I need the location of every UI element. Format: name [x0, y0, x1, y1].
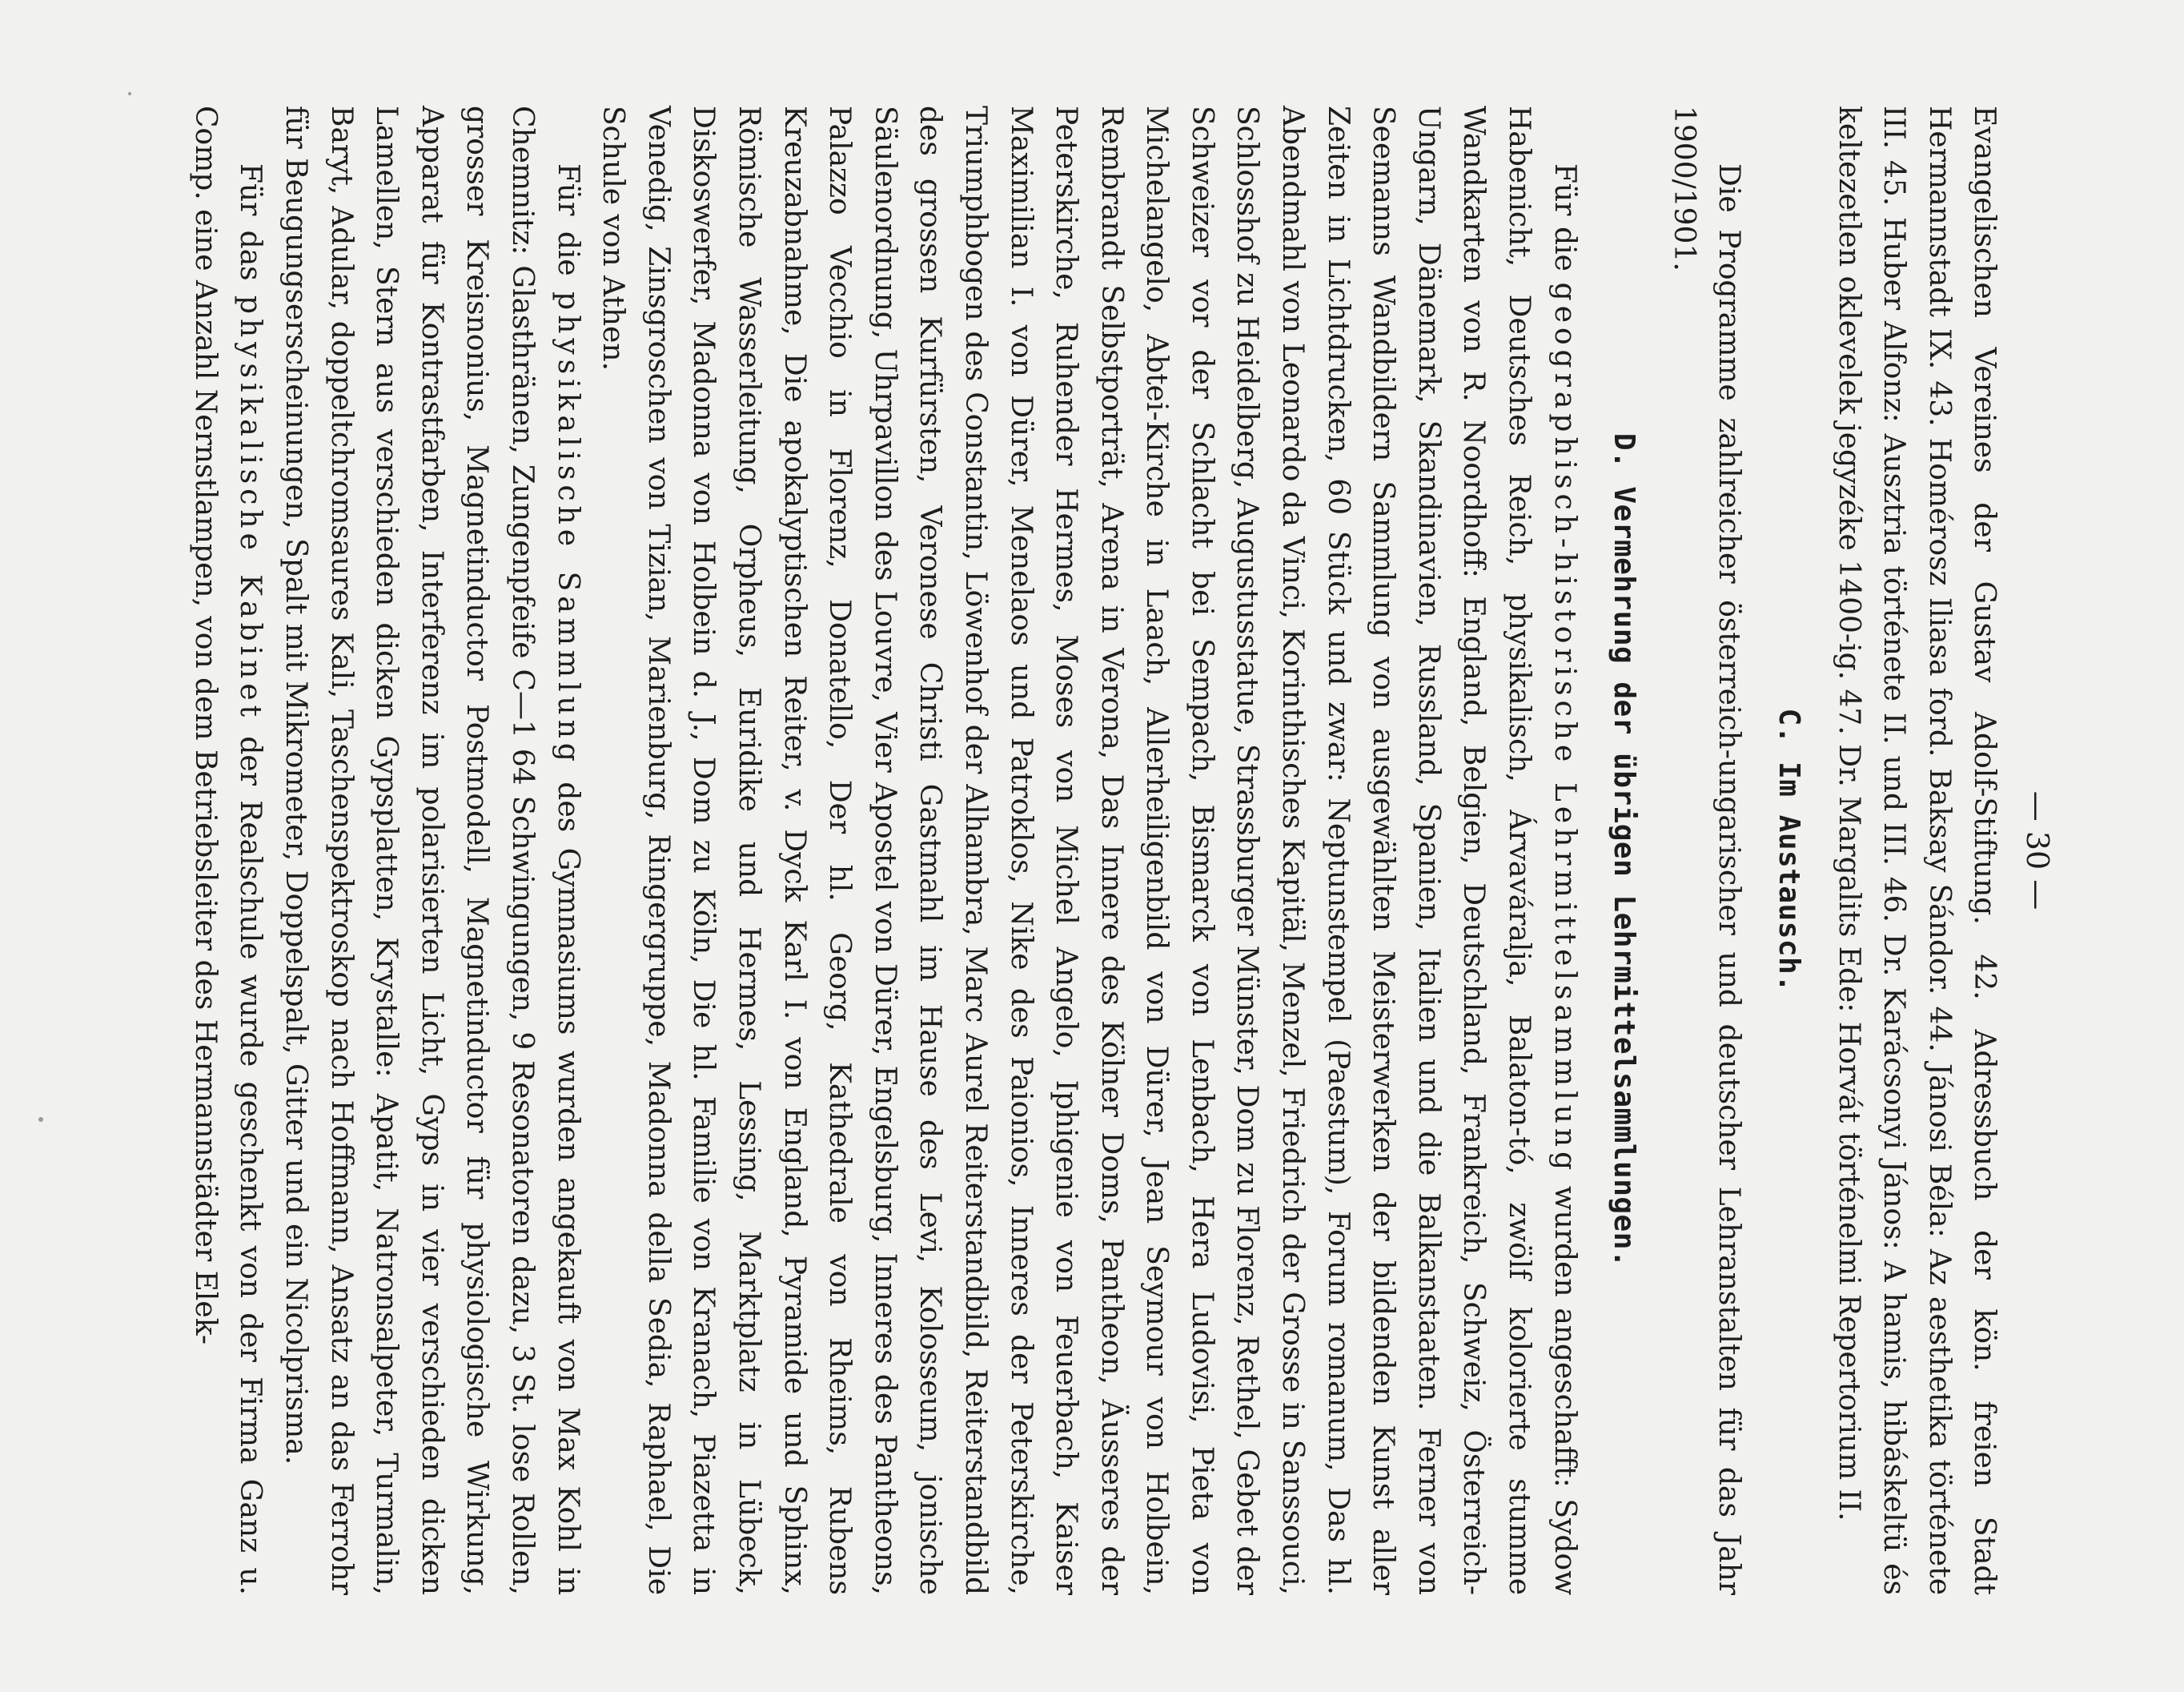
- paragraph-book-list: Evangelischen Vereines der Gustav Adolf-Stiftung. 42. Adressbuch der kön. freien Stadt Hermannstadt IX. 43. Homérosz Iliasa ford. Baksay Sándor. 44. Jánosi Béla: Az aesthetika története III. 45. Huber Alfonz: Ausztria története II. und III. 46. Dr. Karácsonyi János: A hamis, hibáskeltü és keltezetlen oklevelek jegyzéke 1400-ig. 47. Dr. Margalits Ede: Horvát történelmi Repertorium II.: [1832, 106, 2001, 1595]
- text-spaced-emphasis: geographisch-historische Lehrmittelsammlung: [1548, 282, 1581, 1176]
- text-block: [182, 106, 2060, 1595]
- text-body: des Gymnasiums wurden angekauft von Max Kohl in Chemnitz: Glasthränen, Zungenpfeife C—1 64 Schwingungen, 9 Resonatoren dazu, 3 St. lose Rollen, grosser Kreisnonius, Magnetinductor Postmodell, Magnetinductor für physiologische Wirkung, Apparat für Kontrastfarben, Interferenz im polarisierten Licht, Gyps in vier verschieden dicken Lamellen, Stern aus verschieden dicken Gypsplatten, Krystalle: Apatit, Natronsalpeter, Turmalin, Baryt, Adular, doppeltchromsaures Kali, Taschenspektroskop nach Hoffmann, Ansatz an das Ferrohr für Beugungserscheinungen, Spalt mit Mikrometer, Doppelspalt, Gitter und ein Nicolprisma.: [279, 106, 584, 1596]
- paragraph-physikalisches-kabinet: [182, 106, 272, 1595]
- text-body: wurden angeschafft: Sydow Habenicht, Deutsches Reich, physikalisch, Árvaváralja, Balaton-tó, zwölf kolorierte stumme Wandkarten von R. Noordhoff: England, Belgien, Deutschland, Frankreich, Schweiz, Österreich-Ungarn, Dänemark, Skandinavien, Russland, Spanien, Italien und die Balkanstaaten. Ferner von Seemanns Wandbildern Sammlung von ausgewählten Meisterwerken der bildenden Kunst aller Zeiten in Lichtdrucken, 60 Stück und zwar: Neptunstempel (Paestum), Forum romanum, Das hl. Abendmahl von Leonardo da Vinci, Korinthisches Kapitäl, Menzel, Friedrich der Grosse in Sanssouci, Schlosshof zu Heidelberg, Augustusstatue, Strassburger Münster, Dom zu Florenz, Rethel, Gebet der Schweizer vor der Schlacht bei Sempach, Bismarck von Lenbach, Hera Ludovisi, Pieta von Michelangelo, Abtei-Kirche in Laach, Allerheiligenbild von Dürer, Jean Seymour von Holbein, Rembrandt Selbstporträt, Arena in Verona, Das Innere des Kölner Doms, Pantheon, Äusseres der Peterskirche, Ruhender Hermes, Moses von Michel Angelo, Iphigenie von Feuerbach, Kaiser Maximilian I. von Dürer, Menelaos und Patroklos, Nike des Paionios, Inneres der Peterskirche, Triumphbogen des Constantin, Löwenhof der Alhambra, Marc Aurel Reiterstandbild, Reiterstandbild des grossen Kurfürsten, Veronese Christi Gastmahl im Hause des Levi, Kolosseum, jonische Säulenordnung, Uhrpavillon des Louvre, Vier Apostel von Dürer, Engelsburg, Inneres des Pantheons, Palazzo Vecchio in Florenz, Donatello, Der hl. Georg, Kathedrale von Rheims, Rubens Kreuzabnahme, Die apokalyptischen Reiter, v. Dyck Karl I. von England, Pyramide und Sphinx, Römische Wasserleitung, Orpheus, Euridike und Hermes, Lessing, Marktplatz in Lübeck, Diskoswerfer, Madonna von Holbein d. J., Dom zu Köln, Die hl. Familie von Kranach, Piazetta in Venedig, Zinsgroschen von Tizian, Marienburg, Ringergruppe, Madonna della Sedia, Raphael, Die Schule von Athen.: [596, 106, 1581, 1596]
- text-spaced-emphasis: physikalische Kabinet: [234, 295, 267, 722]
- heading-vermehrung: D. Vermehrung der übrigen Lehrmittelsammlungen.: [1608, 432, 1641, 1268]
- text-body: der Realschule wurde geschenkt von der Firma Ganz u. Comp. eine Anzahl Nernstlampen, von dem Betriebsleiter des Hermannstädter Elek-: [188, 106, 267, 1595]
- paragraph-physikalische-sammlung: [272, 106, 589, 1595]
- text-lead: Für die: [1548, 163, 1581, 283]
- page-number: — 30 —: [2020, 790, 2055, 910]
- paragraph-geographisch-historische: [590, 106, 1587, 1595]
- text-spaced-emphasis: physikalische Sammlung: [551, 291, 584, 766]
- text-lead: Für die: [551, 163, 584, 292]
- paragraph-programme: Die Programme zahlreicher österreich-ungarischer und deutscher Lehranstalten für das Jahr 1900/1901.: [1667, 106, 1746, 1595]
- text-lead: Für das: [234, 163, 267, 295]
- heading-im-austausch: C. Im Austausch.: [1772, 708, 1806, 993]
